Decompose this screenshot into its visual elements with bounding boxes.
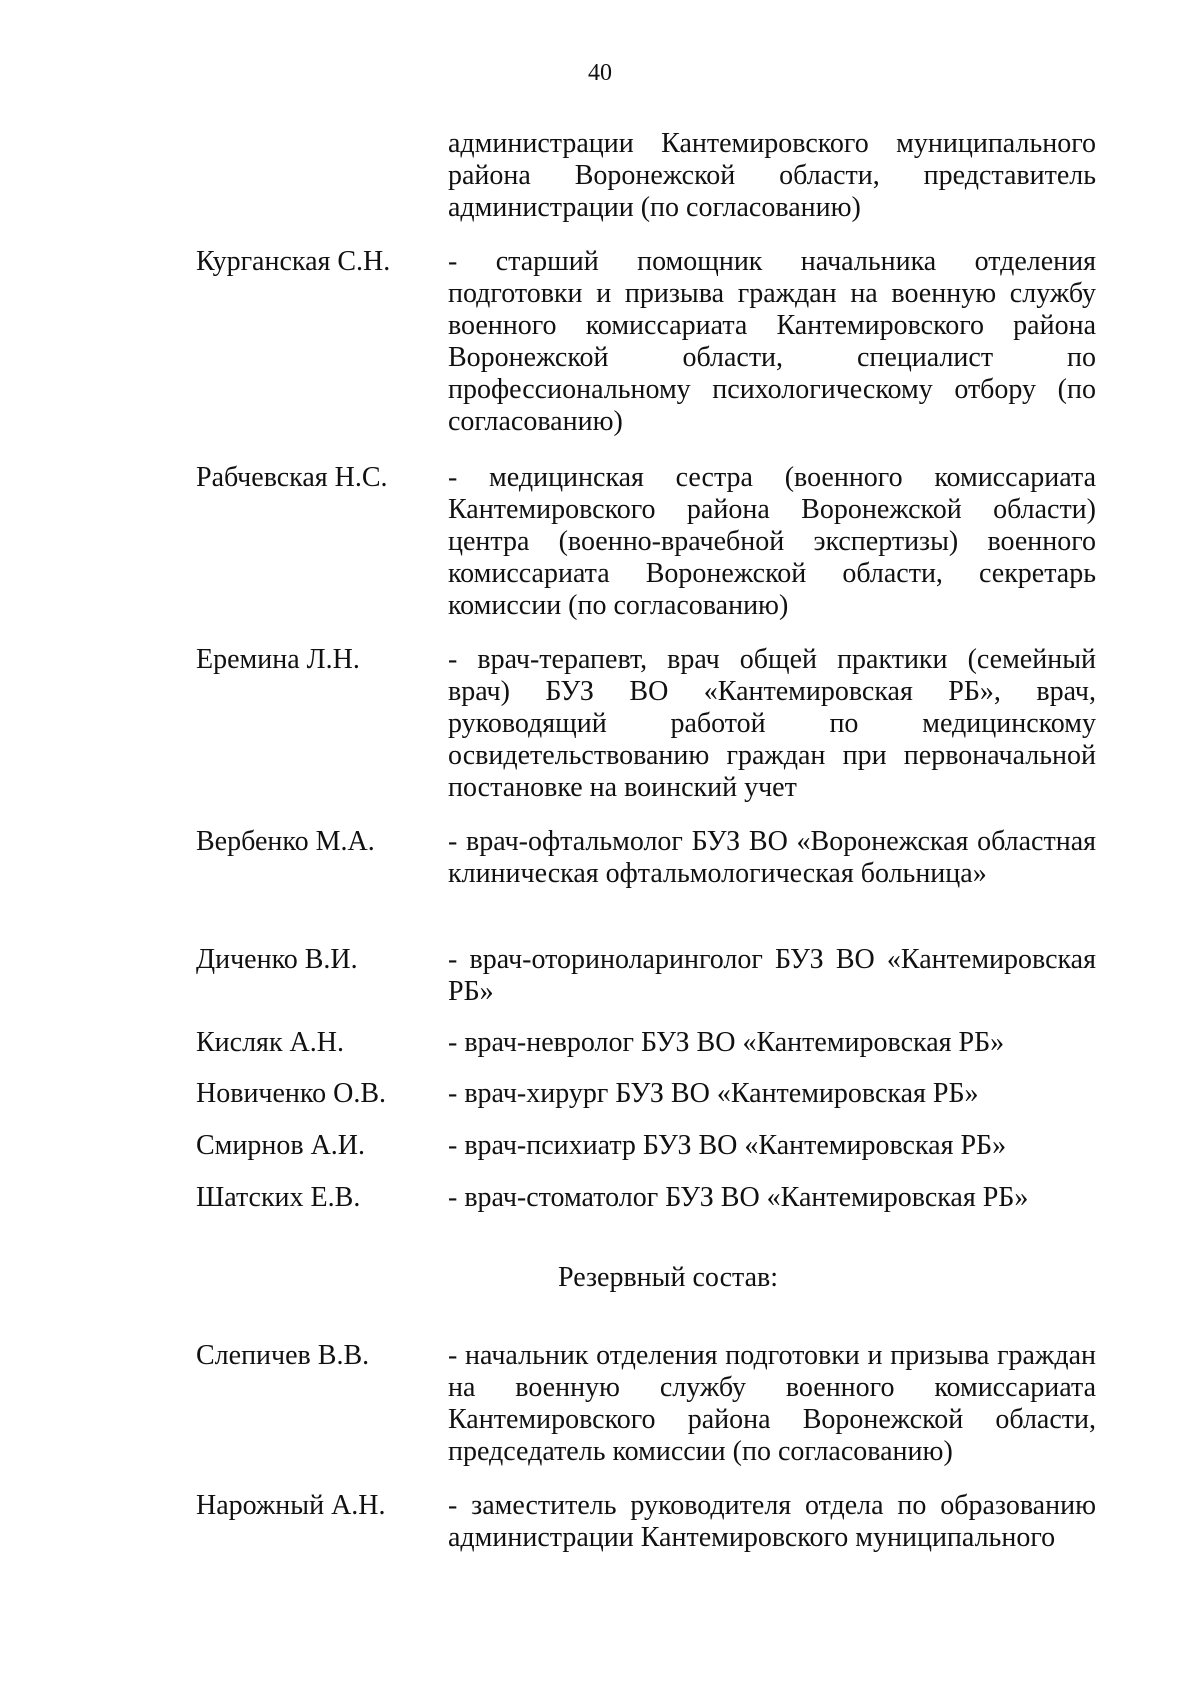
member-name: Слепичев В.В. xyxy=(196,1340,370,1371)
member-name: Диченко В.И. xyxy=(196,944,358,975)
member-role: - врач-хирург БУЗ ВО «Кантемировская РБ» xyxy=(448,1078,979,1109)
member-role: - врач-невролог БУЗ ВО «Кантемировская РБ» xyxy=(448,1027,1005,1058)
member-name: Новиченко О.В. xyxy=(196,1078,386,1109)
member-role: - заместитель руководителя отдела по образованию администрации Кантемировского муниципального xyxy=(448,1490,1096,1553)
member-name: Рабчевская Н.С. xyxy=(196,462,388,493)
member-name: Шатских Е.В. xyxy=(196,1182,361,1213)
member-role: - врач-психиатр БУЗ ВО «Кантемировская РБ» xyxy=(448,1130,1007,1161)
member-role: - старший помощник начальника отделения подготовки и призыва граждан на военную службу военного комиссариата Кантемировского района Воронежской области, специалист по профессиональному психологическому отбору (по согласованию) xyxy=(448,246,1096,437)
member-role: - медицинская сестра (военного комиссариата Кантемировского района Воронежской области) центра (военно-врачебной экспертизы) военного комиссариата Воронежской области, секретарь комиссии (по согласованию) xyxy=(448,462,1096,621)
member-role: - начальник отделения подготовки и призыва граждан на военную службу военного комиссариата Кантемировского района Воронежской области, председатель комиссии (по согласованию) xyxy=(448,1340,1096,1467)
reserve-heading: Резервный состав: xyxy=(557,1262,779,1293)
member-name: Смирнов А.И. xyxy=(196,1130,366,1161)
page-number: 40 xyxy=(588,60,612,86)
member-name: Нарожный А.Н. xyxy=(196,1490,386,1521)
continuation-text: администрации Кантемировского муниципального района Воронежской области, представитель администрации (по согласованию) xyxy=(448,128,1096,223)
member-name: Кисляк А.Н. xyxy=(196,1027,344,1058)
member-role: - врач-терапевт, врач общей практики (семейный врач) БУЗ ВО «Кантемировская РБ», врач, руководящий работой по медицинскому освидетельствованию граждан при первоначальной постановке на воинский учет xyxy=(448,644,1096,803)
member-role: - врач-стоматолог БУЗ ВО «Кантемировская РБ» xyxy=(448,1182,1029,1213)
member-name: Вербенко М.А. xyxy=(196,826,375,857)
member-role: - врач-оториноларинголог БУЗ ВО «Кантемировская РБ» xyxy=(448,944,1096,1007)
member-name: Курганская С.Н. xyxy=(196,246,391,277)
member-name: Еремина Л.Н. xyxy=(196,644,360,675)
member-role: - врач-офтальмолог БУЗ ВО «Воронежская областная клиническая офтальмологическая больница» xyxy=(448,826,1096,889)
